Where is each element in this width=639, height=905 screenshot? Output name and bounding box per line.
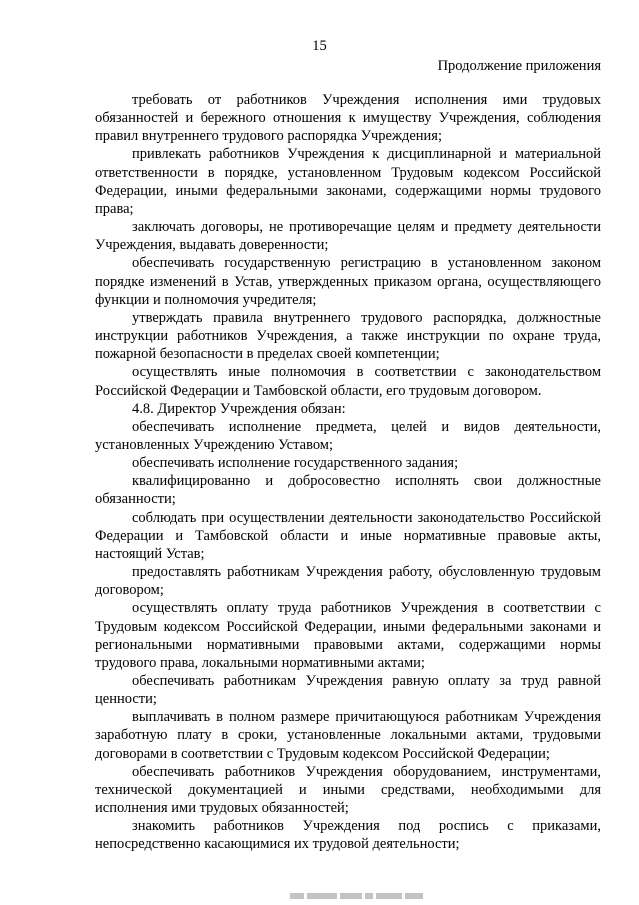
paragraph: обеспечивать государственную регистрацию в установленном законом порядке изменений в Устав, утвержденных приказом органа, осуществляющего функции и полномочия учредителя; (95, 255, 601, 308)
paragraph: обеспечивать исполнение предмета, целей и видов деятельности, установленных Учреждению Уставом; (95, 418, 601, 453)
page-number: 15 (312, 38, 327, 54)
paragraph: осуществлять оплату труда работников Учреждения в соответствии с Трудовым кодексом Российской Федерации, иными федеральными законами и региональными нормативными правовыми актами, содержащими нормы трудового права, локальными нормативными актами; (95, 600, 601, 671)
continuation-label: Продолжение приложения (437, 58, 601, 74)
paragraph: обеспечивать работникам Учреждения равную оплату за труд равной ценности; (95, 673, 601, 708)
paragraph: квалифицированно и добросовестно исполнять свои должностные обязанности; (95, 473, 601, 508)
paragraph: выплачивать в полном размере причитающуюся работникам Учреждения заработную плату в сроки, установленные локальными актами, трудовыми договорами в соответствии с Трудовым кодексом Российской Федерации; (95, 709, 601, 762)
document-body (95, 91, 601, 854)
paragraph: утверждать правила внутреннего трудового распорядка, должностные инструкции работников Учреждения, а также инструкции по охране труда, пожарной безопасности в пределах своей компетенции; (95, 309, 601, 363)
paragraph: предоставлять работникам Учреждения работу, обусловленную трудовым договором; (95, 564, 601, 599)
paragraph: требовать от работников Учреждения исполнения ими трудовых обязанностей и бережного отношения к имуществу Учреждения, соблюдения правил внутреннего трудового распорядка Учреждения; (95, 92, 601, 145)
section-heading: 4.8. Директор Учреждения обязан: (132, 400, 346, 417)
paragraph: заключать договоры, не противоречащие целям и предмету деятельности Учреждения, выдавать доверенности; (95, 219, 601, 254)
paragraph: привлекать работников Учреждения к дисциплинарной и материальной ответственности в порядке, установленном Трудовым кодексом Российской Федерации, иными федеральными законами, содержащими нормы трудового права; (95, 146, 601, 217)
paragraph: осуществлять иные полномочия в соответствии с законодательством Российской Федерации и Тамбовской области, его трудовым договором. (95, 364, 601, 399)
paragraph: соблюдать при осуществлении деятельности законодательство Российской Федерации и Тамбовской области и иные нормативные правовые акты, настоящий Устав; (95, 509, 601, 562)
footer-scan-artifact (290, 893, 440, 899)
paragraph: знакомить работников Учреждения под роспись с приказами, непосредственно касающимися их трудовой деятельности; (95, 818, 601, 853)
paragraph: обеспечивать исполнение государственного задания; (132, 455, 459, 472)
paragraph: обеспечивать работников Учреждения оборудованием, инструментами, технической документацией и иными средствами, необходимыми для исполнения ими трудовых обязанностей; (95, 763, 601, 817)
